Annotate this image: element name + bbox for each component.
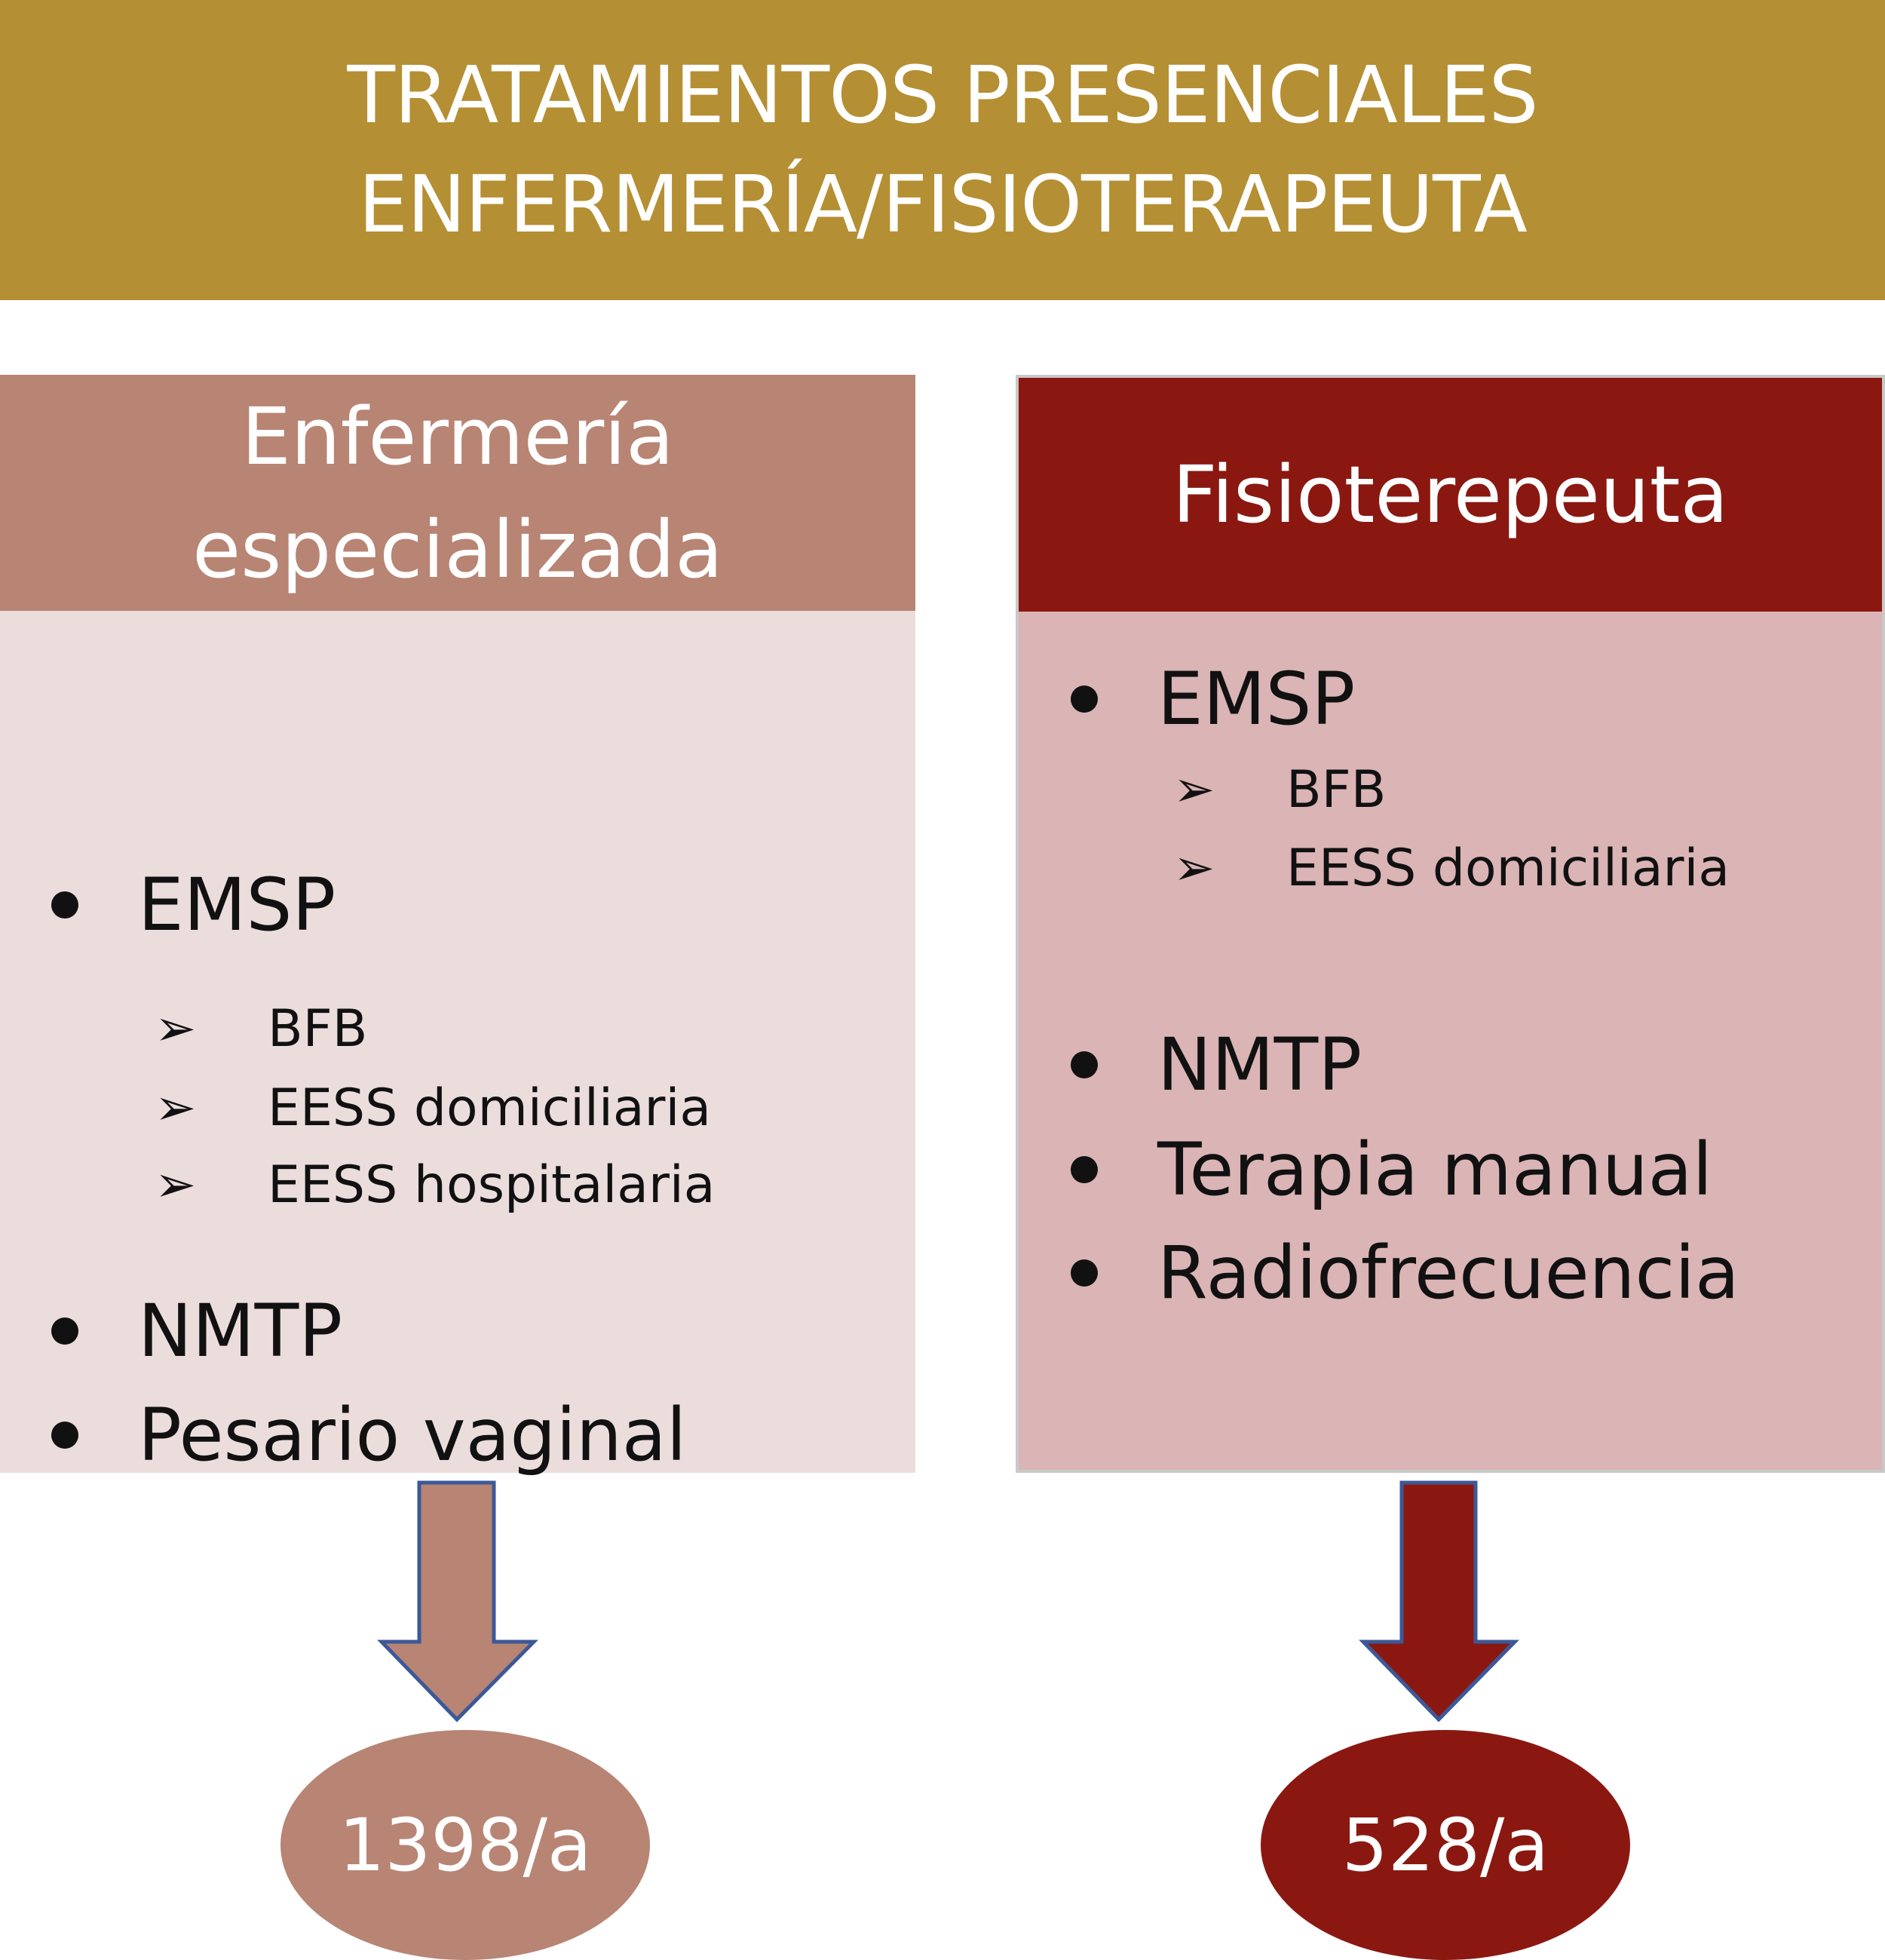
physio-panel-body: EMSP ➢ BFB ➢ EESS domiciliaria NMTP Terapia manual Radiofrecuencia (1019, 612, 1882, 1470)
bullet-dot-icon (1071, 686, 1098, 713)
arrowhead-bullet-icon: ➢ (155, 1078, 197, 1136)
title-banner (0, 0, 1885, 300)
physio-result: 528/a (1261, 1730, 1630, 1960)
nursing-result: 1398/a (280, 1730, 650, 1960)
bullet-dot-icon (1071, 1259, 1098, 1287)
bullet-dot-icon (51, 891, 78, 919)
title-line-2: ENFERMERÍA/FISIOTERAPEUTA (358, 158, 1527, 250)
arrowhead-bullet-icon: ➢ (155, 1155, 197, 1213)
bullet-dot-icon (1071, 1051, 1098, 1078)
nursing-title-line-1: Enfermería (241, 390, 674, 483)
nursing-panel-header (0, 375, 915, 611)
arrowhead-bullet-icon: ➢ (1173, 839, 1215, 897)
nursing-panel (0, 375, 915, 1477)
bullet-dot-icon (51, 1317, 78, 1345)
physio-title: Fisioterepeuta (1172, 449, 1729, 541)
nursing-title-line-2: especializada (192, 503, 723, 596)
nursing-panel-body: EMSP ➢ BFB ➢ EESS domiciliaria ➢ EESS hospitalaria NMTP Pesario vaginal (0, 611, 915, 1473)
title-line-1: TRATAMIENTOS PRESENCIALES (347, 49, 1538, 141)
physio-panel-header (1019, 378, 1882, 612)
down-arrow-icon (1359, 1480, 1525, 1728)
bullet-dot-icon (1071, 1156, 1098, 1183)
arrowhead-bullet-icon: ➢ (155, 999, 197, 1057)
bullet-dot-icon (51, 1422, 78, 1449)
physio-panel (1016, 375, 1885, 1473)
arrowhead-bullet-icon: ➢ (1173, 760, 1215, 818)
down-arrow-icon (375, 1480, 541, 1728)
